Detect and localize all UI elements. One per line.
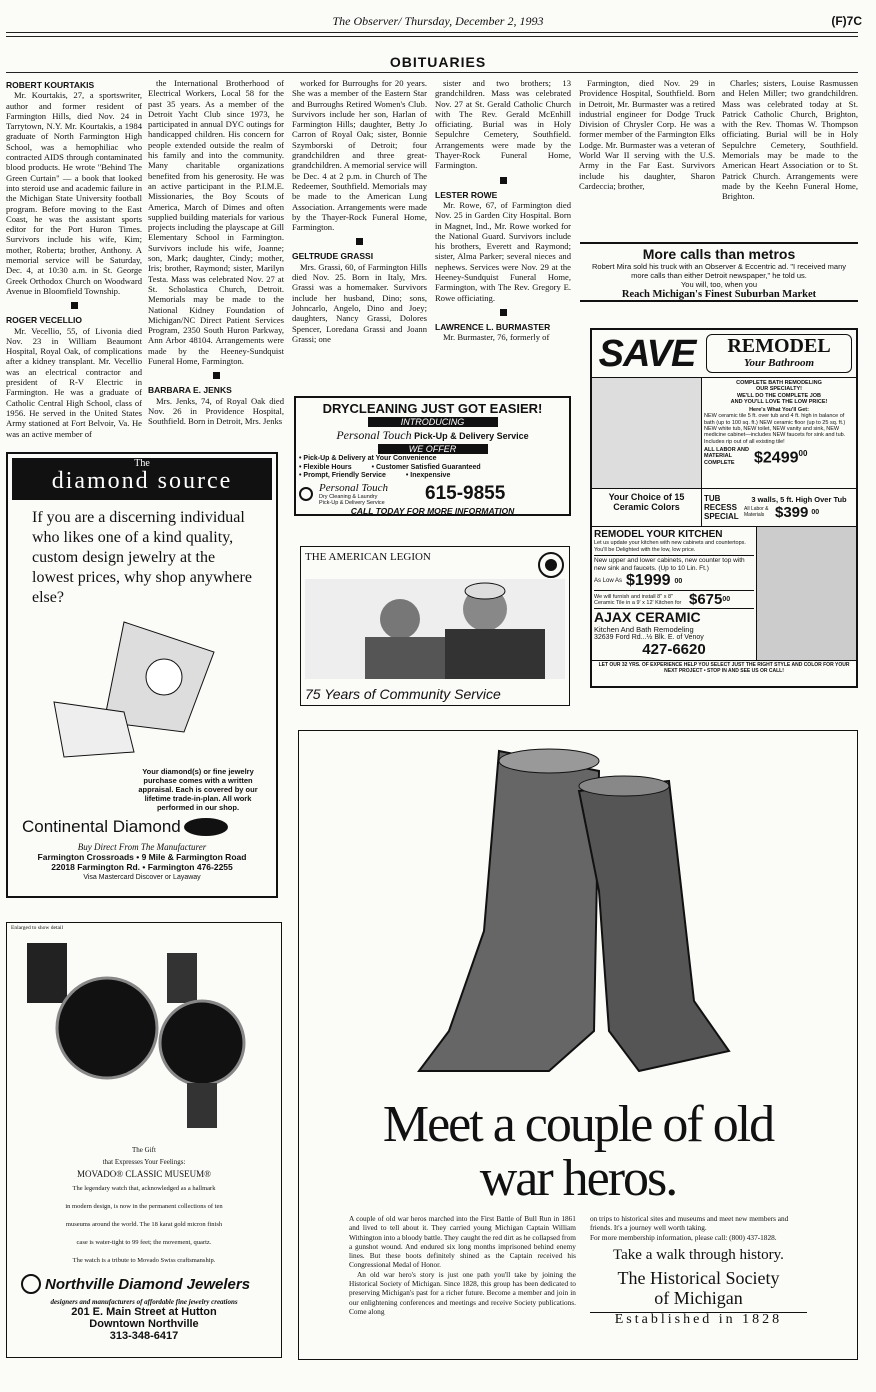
dry-bullet: • Prompt, Friendly Service <box>299 472 386 479</box>
obit-text: Charles; sisters, Louise Rasmussen and Helen Miller; two grandchildren. Mass was celebrated today at St. Patrick Catholic Church, Brighton, with the Rev. Thomas W. Thompson officiating. Burial will be in Holy Sepulchre Cemetery, Southfield. Memorials may be made to the American Heart Association or to St. Patrick Church. Arrangements were made by the Keehn Funeral Home, Brighton. <box>722 78 858 202</box>
metros-title: More calls than metros <box>642 246 796 262</box>
obit-text: Mrs. Grassi, 60, of Farmington Hills died Nov. 25. Born in Italy, Mrs. Grassi was a homemaker. Survivors include her husband, Dino; sons, Johncarlo, Angelo, Dino and Joey; daughters, Nancy Grassi, Dolores Spencer, Loredana Grassi and Joann Grassi; one <box>292 261 427 344</box>
obit-text: Mr. Burmaster, 76, formerly of <box>443 332 550 343</box>
boots-para: An old war hero's story is just one path you'll take by joining the Historical Society of Michigan. Since 1828, this group has been dedicated to preserving Michigan's past for a richer future. Become a member and join in our enlightening conferences and meetings and receive Society publications. Come along <box>349 1269 576 1316</box>
continental-logo: Continental Diamond <box>22 817 181 836</box>
metros-tagline: Reach Michigan's Finest Suburban Market <box>621 289 817 300</box>
boots-illustration <box>299 731 857 1093</box>
price-2-cents: 00 <box>811 508 820 516</box>
obit-name: LESTER ROWE <box>435 189 498 200</box>
obit-name: GELTRUDE GRASSI <box>292 251 374 262</box>
diamond-note: Your diamond(s) or fine jewelry purchase comes with a written appraisal. Each is covered by our lifetime trade-in-plan. All work performed in our shop. <box>138 767 258 812</box>
obit-text: Mr. Kourtakis, 27, a sportswriter, author and former resident of Farmington Hills, died Nov. 24 in Tarrytown, N.Y. Mr. Kourtakis, a 1984 graduate of North Farmington High School, was a hemophiliac who contracted AIDS through contaminated blood products. He wrote "Behind The Green Curtain" — a book that looked into steroid use and academic failure in the Michigan State University football program. Before moving to the East Coast, he was the assistant sports editor for the Port Huron Times. Survivors include his wife, Kim; mother, Roberta; brother, Anthony. A memorial service will be Saturday, Dec. 4, at 10:30 a.m. in St. George Greek Orthodox Church on Woodward Avenue in Bloomfield Township. <box>6 90 142 296</box>
remodel-line: WE'LL DO THE COMPLETE JOB <box>736 392 821 399</box>
remodel-what: Here's What You'll Get: <box>749 407 809 414</box>
legion-ad <box>300 546 570 706</box>
page-number: (F)7C <box>831 14 862 28</box>
dry-bullet: • Customer Satisfied Guaranteed <box>371 463 481 471</box>
drycleaning-ad <box>294 396 571 516</box>
movado-brand: MOVADO® CLASSIC MUSEUM® <box>76 1169 212 1179</box>
price-2: $399 <box>775 503 809 521</box>
dry-intro: INTRODUCING <box>368 417 498 427</box>
dry-cta: CALL TODAY FOR MORE INFORMATION <box>350 505 515 516</box>
obit-name: LAWRENCE L. BURMASTER <box>435 321 551 332</box>
boots-para: A couple of old war heros marched into the First Battle of Bull Run in 1861 and lived to tell about it. They carried young Michigan Captain William Withington into a bloody battle. They caught the red dirt as he collapsed from a gunshot wound. And endured six long months imprisoned behind enemy lines. But these boots definitely shined as the Captain received his Congressional Medal of Honor. <box>349 1214 576 1270</box>
diamond-title: diamond source <box>51 468 233 494</box>
obit-text: sister and two brothers; 13 grandchildren. Mass was celebrated Nov. 27 at St. Gerald Catholic Church with The Rev. Gerald McEnhill officiating. Burial was in Holy Sepulchre Cemetery, Southfield. Arrangements were made by the Thayer-Rock Funeral Home, Farmington. <box>435 78 571 171</box>
cabinet-desc: New upper and lower cabinets, new counter top with new sink and faucets. (Up to 10 Lin. Ft.) <box>594 555 754 572</box>
veterans-photo <box>305 579 565 679</box>
movado-line: case is water-tight to 99 feet; the movement, quartz. <box>76 1239 212 1246</box>
price-4: $675 <box>689 591 723 608</box>
remodel-labor: ALL LABOR AND MATERIAL COMPLETE <box>704 446 749 466</box>
section-rule <box>6 72 858 73</box>
obit-column-3 <box>292 78 427 390</box>
ajax-logo: AJAX CERAMIC <box>594 608 754 625</box>
remodel-ad <box>590 328 858 688</box>
obit-text: the International Brotherhood of Electrical Workers, Local 58 for the past 35 years. As a member of the Detroit Yacht Club since 1973, he participated in annual DYC outings for handicapped children. His concern for people extended outside the realm of his family and into the community. Many charitable organizations benefited from his generosity. He was an active participant in the P.I.M.E. Missionaries, the Boy Scouts of America, March of Dimes and often supplied building materials for various projects including the playscape at Gill Elementary School in Farmington. Survivors include his wife, Joanne; son, Mark; daughter, Cindy; mother, Iris; brother, Raymond; sister, Marilyn Testa. Mass was celebrated Nov. 27 at St. Scholastica Church, Detroit. Memorials may be made to the National Kidney Foundation of Michigan/NC Direct Patient Services Program, 2350 South Huron Parkway, Ann Arbor 48104. Arrangements were made by the Heeney-Sundquist Funeral Home, Farmington. <box>148 78 284 367</box>
diamond-cards: Visa Mastercard Discover or Layaway <box>83 874 201 881</box>
northville-phone: 313-348-6417 <box>109 1330 179 1342</box>
obit-text: Mr. Vecellio, 55, of Livonia died Nov. 23 in William Beaumont Hospital, Royal Oak, of complications after a kidney transplant. Mr. Vecellio was an electrical contractor and president of R-V Electric in Farmington. He was a graduate of Catholic Central High School, class of 1956. He served in the United States Army stationed at Fort Belvoir, Va. He was an active member of <box>6 325 142 439</box>
obit-text: worked for Burroughs for 20 years. She was a member of the Eastern Star and Burroughs Retired Women's Club. Survivors include her son, Harlan of Farmington Hills; daughter, Betty Jo Carron of Royal Oak; sister, Bonnie Szymborski of Detroit; four grandchildren and three great-grandchildren. A memorial service will be Dec. 4 at 2 p.m. in Church of The Redeemer, Southfield. Memorials may be made to the American Lung Association. Arrangements were made by the Thayer-Rock Funeral Home, Farmington. <box>292 78 427 233</box>
price-4-cents: 00 <box>722 596 731 603</box>
masthead-title: The Observer/ Thursday, December 2, 1993 <box>332 14 544 28</box>
established: Established in 1828 <box>590 1312 807 1324</box>
separator-square <box>356 238 363 245</box>
obit-text: Mr. Rowe, 67, of Farmington died Nov. 25 in Garden City Hospital. Born in Magnet, Ind., Mr. Rowe worked for the National Guard. Survivors include his brothers, Everett and Raymond; sister, Alma Parker; several nieces and nephews. Services were Nov. 29 at the Heeney-Sundquist Funeral Home, Farmington, with The Rev. Gregory E. Rowe officiating. <box>435 199 571 303</box>
hanger-icon <box>299 487 313 501</box>
diamond-address: 22018 Farmington Rd. • Farmington 476-2255 <box>51 862 233 872</box>
dry-sub2: Pick-Up & Delivery Service <box>319 499 385 506</box>
tub-recess: TUB RECESS SPECIAL <box>704 494 739 521</box>
northville-store: Northville Diamond Jewelers <box>45 1275 251 1293</box>
tile-desc: We will furnish and install 8" x 8" Ceramic Tile in a 9' x 12' Kitchen for <box>594 593 682 606</box>
separator-square <box>213 372 220 379</box>
obit-name: BARBARA E. JENKS <box>148 385 232 396</box>
bathroom-illustration <box>592 378 702 488</box>
dry-weoffer: WE OFFER <box>378 444 488 454</box>
color-choice: Your Choice of 15 Ceramic Colors <box>592 489 702 526</box>
ajax-address: 32639 Ford Rd...½ Blk. E. of Venoy <box>594 634 704 641</box>
obit-text: Farmington, died Nov. 29 in Providence Hospital, Southfield. Born in Detroit, Mr. Burmaster was a retired industrial engineer for Dodge Truck Division of Chrysler Corp. He was a former member of the Farmington Elks Lodge. Mr. Burmaster was a veteran of World War II serving with the U.S. Army in the Far East. Survivors include his daughter, Sharon Cardeccia; brother, <box>579 78 715 191</box>
northville-tag: designers and manufacturers of affordable fine jewelry creations <box>50 1298 238 1306</box>
remodel-line: AND YOU'LL LOVE THE LOW PRICE! <box>730 398 828 405</box>
legion-emblem-icon <box>537 551 565 579</box>
obit-name: ROGER VECELLIO <box>6 315 83 326</box>
separator-square <box>500 309 507 316</box>
ajax-phone: 427-6620 <box>642 641 706 658</box>
kitchen-title: REMODEL YOUR KITCHEN <box>594 529 723 540</box>
society-name-1: The Historical Society <box>617 1267 780 1288</box>
diamond-location: Farmington Crossroads • 9 Mile & Farmington Road <box>37 852 247 862</box>
obit-column-5 <box>579 78 715 238</box>
ajax-sub: Kitchen And Bath Remodeling <box>594 625 694 634</box>
price-3-cents: 00 <box>674 577 683 585</box>
diamond-ad <box>6 452 278 898</box>
movado-line: The watch is a tribute to Movado Swiss craftsmanship. <box>72 1257 216 1264</box>
jewelry-illustration <box>14 612 274 762</box>
dry-brand: Personal Touch <box>336 428 412 442</box>
dry-title: DRYCLEANING JUST GOT EASIER! <box>322 401 543 416</box>
globe-icon <box>181 816 231 838</box>
separator-square <box>71 302 78 309</box>
walk-tagline: Take a walk through history. <box>613 1246 784 1263</box>
kitchen-illustration <box>757 527 856 660</box>
movado-line: in modern design, is now in the permanent collections of ten <box>65 1203 223 1210</box>
metros-quote: Robert Mira sold his truck with an Observer & Eccentric ad. "I received many more calls than either Detroit newspaper," he told us. <box>591 262 846 280</box>
dry-service: Pick-Up & Delivery Service <box>414 431 529 441</box>
metros-line2: You will, too, when you <box>680 280 758 289</box>
save-banner: SAVE <box>598 333 696 375</box>
movado-line: The legendary watch that, acknowledged as a hallmark <box>72 1185 216 1192</box>
section-title: OBITUARIES <box>389 54 487 70</box>
northville-city: Downtown Northville <box>89 1318 199 1330</box>
dry-bullet: • Flexible Hours <box>299 463 352 471</box>
movado-gift: The Gift <box>132 1146 156 1154</box>
headline-2: war heros. <box>479 1150 677 1207</box>
movado-line: museums around the world. The 18 karat gold micron finish <box>65 1221 223 1228</box>
obit-name: ROBERT KOURTAKIS <box>6 80 95 90</box>
obit-column-1 <box>6 78 142 456</box>
enlarged-note: Enlarged to show detail <box>11 925 63 931</box>
remodel-line: COMPLETE BATH REMODELING <box>736 380 822 386</box>
diamond-body: If you are a discerning individual who likes one of a kind quality, custom design jewelry at the lowest prices, why shop anywhere else? <box>32 509 252 606</box>
society-name-2: of Michigan <box>654 1287 743 1308</box>
tub-labor: All Labor & Materials <box>744 506 769 518</box>
separator-square <box>500 177 507 184</box>
price-3: $1999 <box>626 572 671 589</box>
dry-sub1: Dry Cleaning & Laundry <box>319 493 378 500</box>
remodel-desc: NEW ceramic tile 5 ft. over tub and 4 ft. high in balance of bath (up to 100 sq. ft.) NEW ceramic floor (up to 25 sq. ft.) NEW white tub, NEW toilet, NEW vanity and sink, NEW medicine cabinet—includes NEW faucets for sink and tub. Includes rip out of all existing tile! <box>704 413 846 445</box>
tub-walls: 3 walls, 5 ft. High Over Tub <box>751 494 847 504</box>
remodel-sub: Your Bathroom <box>744 357 814 369</box>
nj-logo-icon <box>21 1274 41 1294</box>
dry-brand-2: Personal Touch <box>319 481 388 494</box>
diamond-the: The <box>134 458 150 469</box>
legion-caption: 75 Years of Community Service <box>305 686 501 702</box>
as-low: As Low As <box>594 578 623 584</box>
watch-illustration <box>7 933 277 1133</box>
legion-title: THE AMERICAN LEGION <box>305 551 431 563</box>
boots-para: For more membership information, please call: (800) 437-1828. <box>589 1232 777 1242</box>
kitchen-desc: Let us update your kitchen with new cabinets and countertops. You'll be Delighted with the low, low price. <box>594 540 746 553</box>
historical-society-ad <box>298 730 858 1360</box>
movado-gift2: that Expresses Your Feelings: <box>102 1158 186 1166</box>
dry-bullet: • Pick-Up & Delivery at Your Convenience <box>299 455 437 462</box>
top-rule-2 <box>6 36 858 37</box>
experience-line: LET OUR 32 YRS. OF EXPERIENCE HELP YOU SELECT JUST THE RIGHT STYLE AND COLOR FOR YOUR NEXT PROJECT • STOP IN AND SEE US OR CALL! <box>592 660 856 675</box>
dry-phone: 615-9855 <box>425 482 506 504</box>
dry-bullet: • Inexpensive <box>405 472 451 479</box>
obit-column-6 <box>722 78 858 238</box>
boots-para: on trips to historical sites and museums and meet new members and friends. It's a journey well worth taking. <box>589 1214 789 1233</box>
top-rule <box>6 32 858 33</box>
obit-column-2 <box>148 78 284 456</box>
obit-column-4 <box>435 78 571 390</box>
price-1: $2499 <box>754 449 799 467</box>
northville-address: 201 E. Main Street at Hutton <box>71 1306 217 1318</box>
metros-ad <box>580 242 858 302</box>
diamond-tag: Buy Direct From The Manufacturer <box>77 842 207 852</box>
headline-1: Meet a couple of old <box>382 1096 774 1153</box>
obit-text: Mrs. Jenks, 74, of Royal Oak died Nov. 26 in Providence Hospital, Southfield. Born in Detroit, Mrs. Jenks <box>148 395 284 427</box>
price-1-cents: 00 <box>798 449 808 459</box>
movado-ad <box>6 922 282 1358</box>
remodel-title: REMODEL <box>727 335 831 357</box>
remodel-line: OUR SPECIALTY! <box>755 386 803 393</box>
